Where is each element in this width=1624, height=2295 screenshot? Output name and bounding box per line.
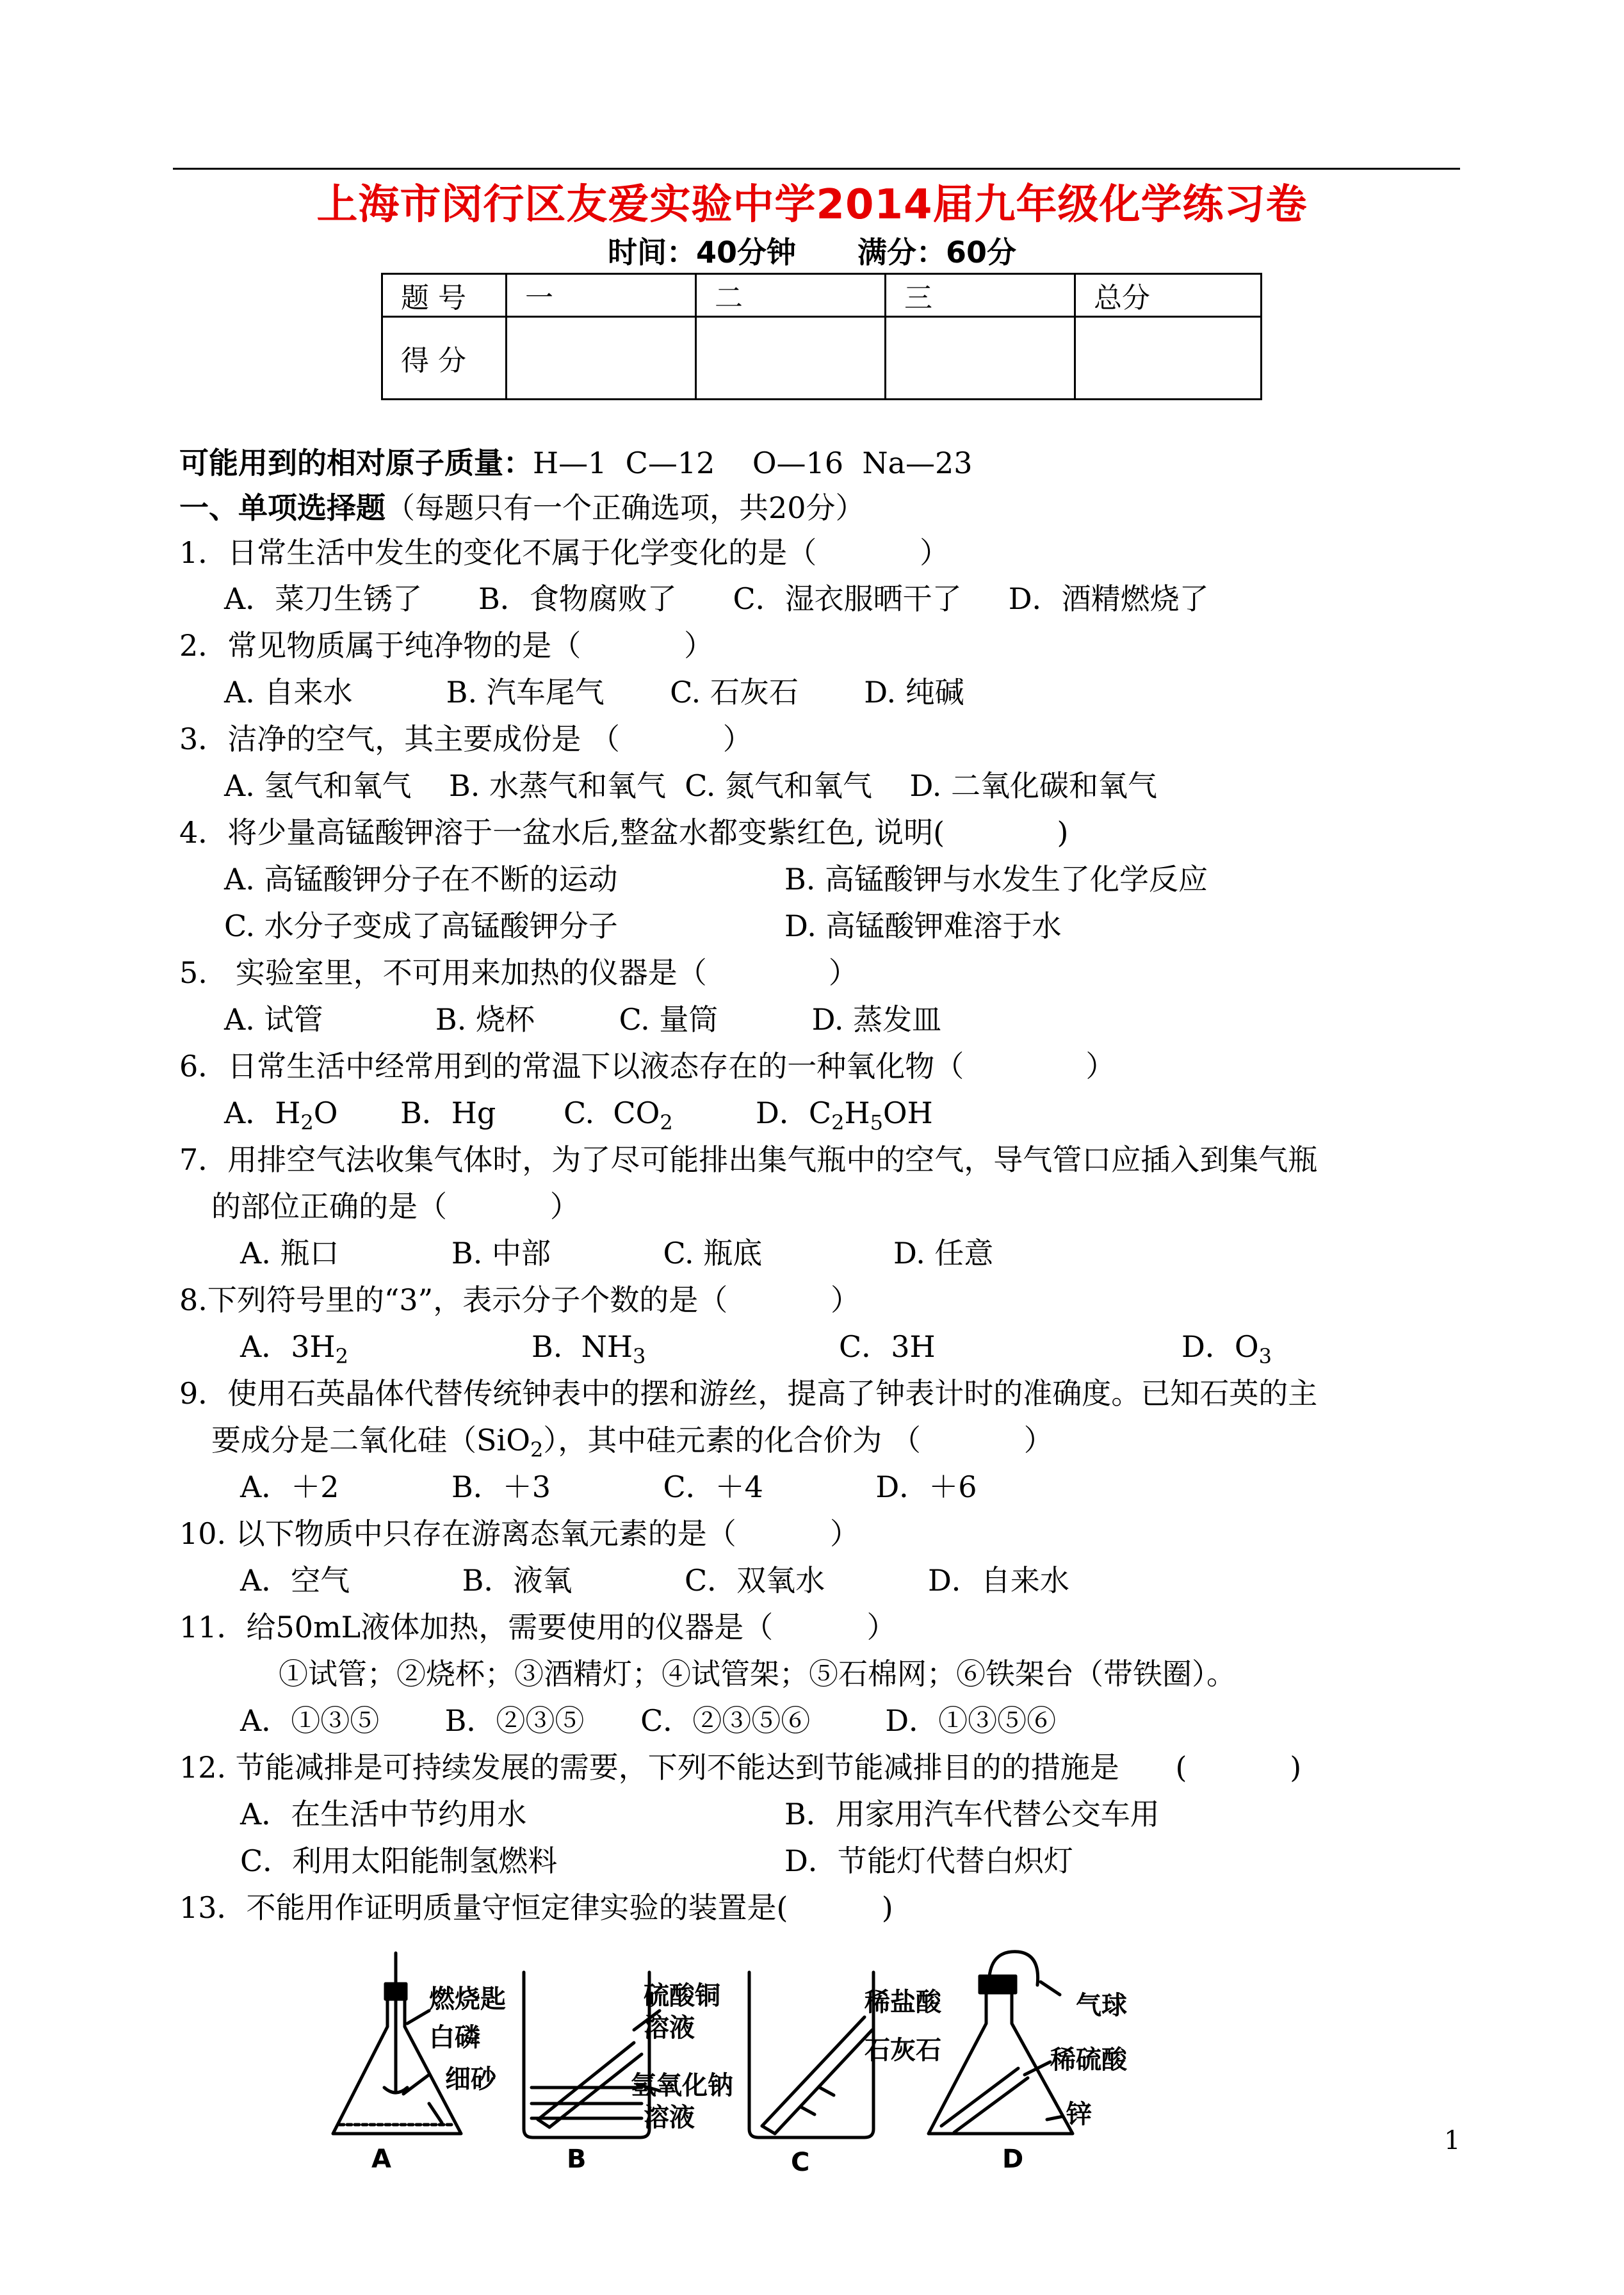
- q12-stem: 12. 节能减排是可持续发展的需要，下列不能达到节能减排目的的措施是 ( ): [179, 1750, 1302, 1785]
- q8-option-c: C．3H: [839, 1329, 936, 1364]
- label-d: D: [1002, 2145, 1024, 2174]
- q4-option-a: A. 高锰酸钾分子在不断的运动: [224, 862, 618, 896]
- q12-option-d: D．节能灯代替白炽灯: [784, 1844, 1073, 1878]
- label-a: A: [371, 2145, 391, 2174]
- exam-title: 上海市闵行区友爱实验中学2014届九年级化学练习卷: [316, 181, 1308, 229]
- q6-option-c: C. $CO_2$: [564, 1096, 673, 1135]
- section1-note: （每题只有一个正确选项，共20分）: [386, 491, 865, 525]
- label-d-balloon: 气球: [1076, 1991, 1127, 2020]
- label-a-sand: 细砂: [445, 2064, 496, 2094]
- q11-options: A．①③⑤ B．②③⑤ C．②③⑤⑥ D．①③⑤⑥: [240, 1703, 1057, 1738]
- q2-stem: 2．常见物质属于纯净物的是（ ）: [179, 628, 714, 663]
- label-d-zinc: 锌: [1066, 2100, 1092, 2129]
- q4-option-d: D. 高锰酸钾难溶于水: [784, 909, 1062, 943]
- atomic-mass-values: H—1 C—12 O—16 Na—23: [533, 446, 973, 480]
- label-a-phosphorus: 白磷: [429, 2023, 480, 2052]
- q11-items: ①试管；②烧杯；③酒精灯；④试管架；⑤石棉网；⑥铁架台（带铁圈）。: [279, 1657, 1236, 1691]
- q3-stem: 3．洁净的空气，其主要成份是 （ ）: [179, 722, 752, 756]
- q10-stem: 10. 以下物质中只存在游离态氧元素的是（ ）: [179, 1516, 859, 1551]
- section1-title: 一、单项选择题: [179, 491, 386, 525]
- q7-stem-line2: 的部位正确的是（ ）: [211, 1189, 580, 1224]
- q9-stem-line2: 要成分是二氧化硅（SiO$_2$），其中硅元素的化合价为 （ ）: [211, 1423, 1053, 1462]
- q13-stem: 13．不能用作证明质量守恒定律实验的装置是( ): [179, 1890, 893, 1925]
- q6-option-b: B．Hg: [400, 1096, 496, 1130]
- label-b-solution2: 溶液: [644, 2103, 695, 2132]
- q9-options: A．＋2 B．＋3 C．＋4 D．＋6: [240, 1470, 977, 1504]
- label-c: C: [791, 2148, 810, 2177]
- q8-option-a: A．$3H_2$: [240, 1329, 348, 1368]
- full-score-label: 满分：60分: [857, 235, 1017, 270]
- q2-options: A. 自来水 B. 汽车尾气 C. 石灰石 D. 纯碱: [224, 675, 964, 710]
- apparatus-c-beaker: [749, 1972, 873, 2137]
- q11-stem: 11．给50mL液体加热，需要使用的仪器是（ ）: [179, 1610, 897, 1644]
- time-label: 时间：40分钟: [607, 235, 796, 270]
- score-cell: [696, 317, 886, 400]
- q4-stem: 4．将少量高锰酸钾溶于一盆水后,整盆水都变紫红色, 说明( ): [179, 815, 1069, 850]
- q6-stem: 6．日常生活中经常用到的常温下以液态存在的一种氧化物（ ）: [179, 1049, 1116, 1083]
- apparatus-d-flask: [929, 1952, 1073, 2134]
- label-d-acid: 稀硫酸: [1050, 2045, 1127, 2075]
- q12-option-a: A．在生活中节约用水: [240, 1797, 527, 1831]
- exam-subtitle: [0, 229, 1624, 272]
- score-row-label: 得 分: [382, 317, 507, 400]
- q1-options: A．菜刀生锈了 B．食物腐败了 C．湿衣服晒干了 D．酒精燃烧了: [224, 581, 1209, 616]
- top-rule: [173, 168, 1460, 170]
- score-header-cell: 题 号: [382, 274, 507, 317]
- q7-options: A. 瓶口 B. 中部 C. 瓶底 D. 任意: [240, 1236, 994, 1270]
- q8-stem: 8.下列符号里的“3”，表示分子个数的是（ ）: [179, 1283, 861, 1317]
- score-table: [381, 273, 1262, 400]
- q8-option-d: D．$O_3$: [1181, 1329, 1272, 1368]
- q5-options: A. 试管 B. 烧杯 C. 量筒 D. 蒸发皿: [224, 1002, 942, 1037]
- atomic-mass-label: 可能用到的相对原子质量：: [179, 446, 533, 480]
- score-header-cell: 一: [507, 274, 696, 317]
- q6-option-d: D．$C_2H_5OH$: [756, 1096, 933, 1135]
- atomic-mass-line: [179, 448, 973, 478]
- q13-apparatus-figure: [314, 1947, 1230, 2177]
- label-b-cuso4: 硫酸铜: [644, 1981, 720, 2011]
- q7-stem-line1: 7．用排空气法收集气体时，为了尽可能排出集气瓶中的空气，导气管口应插入到集气瓶: [179, 1142, 1318, 1177]
- apparatus-b-beaker: [524, 1972, 660, 2137]
- score-cell: [886, 317, 1075, 400]
- score-header-cell: 总分: [1075, 274, 1262, 317]
- label-b-solution1: 溶液: [644, 2013, 695, 2043]
- q6-option-a: A．$H_2O$: [224, 1096, 338, 1135]
- score-cell: [1075, 317, 1262, 400]
- page-number: 1: [1444, 2126, 1461, 2155]
- q9-stem-line1: 9．使用石英晶体代替传统钟表中的摆和游丝，提高了钟表计时的准确度。已知石英的主: [179, 1376, 1318, 1411]
- q4-option-b: B. 高锰酸钾与水发生了化学反应: [784, 862, 1208, 896]
- section1-heading: [179, 493, 865, 523]
- score-cell: [507, 317, 696, 400]
- q1-stem: 1．日常生活中发生的变化不属于化学变化的是（ ）: [179, 535, 950, 570]
- q4-option-c: C. 水分子变成了高锰酸钾分子: [224, 909, 618, 943]
- q10-options: A．空气 B．液氧 C．双氧水 D．自来水: [240, 1563, 1069, 1598]
- q3-options: A. 氢气和氧气 B. 水蒸气和氧气 C. 氮气和氧气 D. 二氧化碳和氧气: [224, 768, 1158, 803]
- q12-option-c: C．利用太阳能制氢燃料: [240, 1844, 558, 1878]
- q8-option-b: B. $NH_3$: [532, 1329, 646, 1368]
- label-c-limestone: 石灰石: [865, 2036, 941, 2065]
- label-a-spoon: 燃烧匙: [429, 1984, 506, 2014]
- label-c-acid: 稀盐酸: [865, 1988, 941, 2017]
- q5-stem: 5. 实验室里，不可用来加热的仪器是（ ）: [179, 955, 858, 990]
- score-header-cell: 三: [886, 274, 1075, 317]
- label-b: B: [567, 2145, 587, 2174]
- score-header-cell: 二: [696, 274, 886, 317]
- label-b-naoh: 氢氧化钠: [631, 2071, 733, 2100]
- q12-option-b: B．用家用汽车代替公交车用: [784, 1797, 1160, 1831]
